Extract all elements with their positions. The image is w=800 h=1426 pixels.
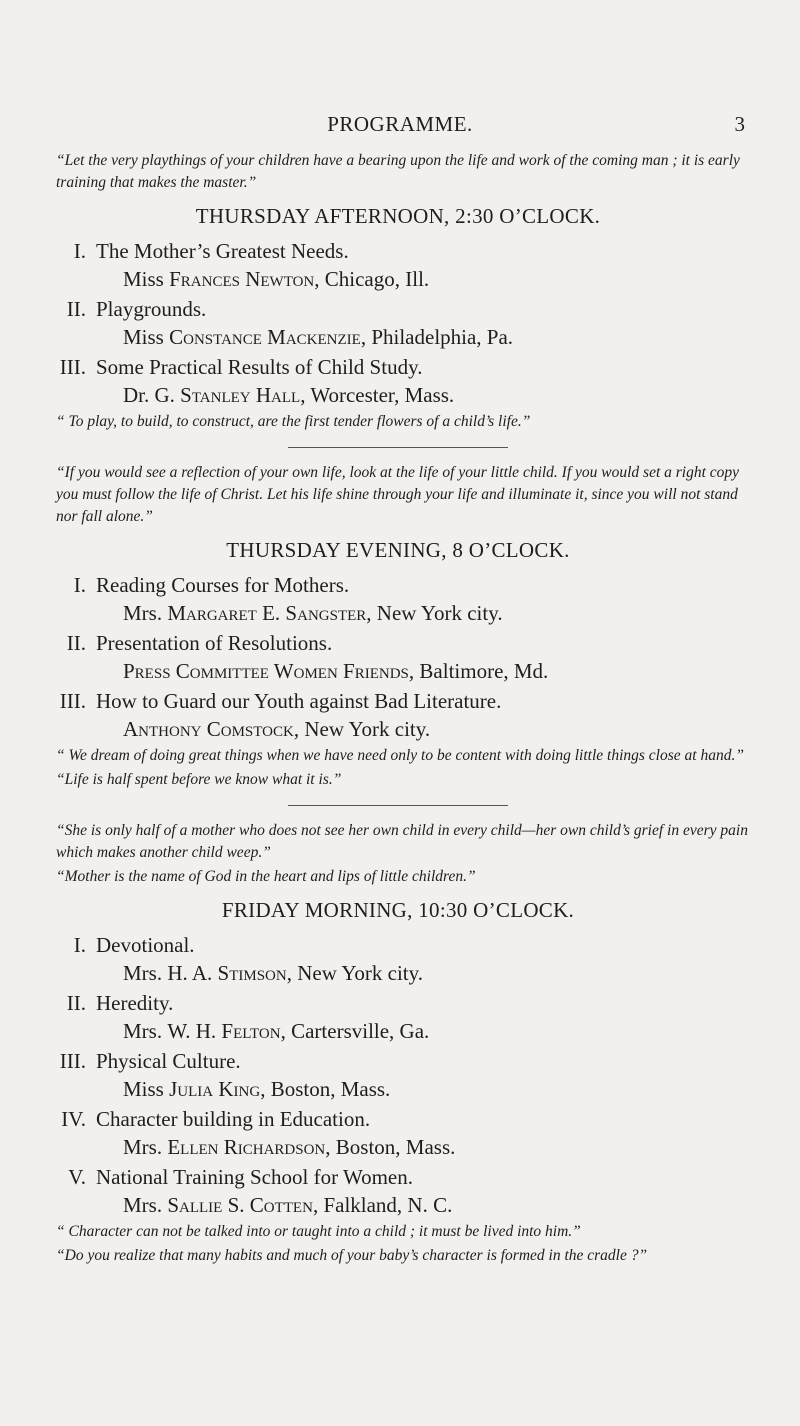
speaker-name: H. A. Stimson: [167, 961, 287, 985]
session-quote: “Life is half spent before we know what it is.”: [56, 771, 342, 788]
item-speaker: [40, 715, 756, 743]
running-head: PROGRAMME.: [327, 112, 473, 136]
item-topic: Character building in Education.: [96, 1107, 371, 1131]
speaker-name: Press Committee Women Friends: [123, 659, 409, 683]
speaker-prefix: Dr.: [123, 383, 150, 407]
item-number: I.: [73, 933, 86, 957]
speaker-prefix: Mrs.: [123, 601, 163, 625]
item-number: V.: [68, 1165, 86, 1189]
item-topic: National Training School for Women.: [96, 1165, 413, 1189]
item-number: I.: [73, 239, 86, 263]
speaker-name: Margaret E. Sangster: [167, 601, 367, 625]
item-number: III.: [59, 689, 86, 713]
speaker-prefix: Mrs.: [123, 1019, 163, 1043]
item-speaker: [40, 1133, 756, 1161]
programme-item: [40, 237, 756, 293]
speaker-place: , Baltimore, Md.: [408, 659, 549, 683]
session-quote: “Do you realize that many habits and much of your baby’s character is formed in the cradle ?”: [56, 1247, 648, 1264]
item-speaker: [40, 381, 756, 409]
speaker-place: , New York city.: [293, 717, 431, 741]
speaker-prefix: Mrs.: [123, 1193, 163, 1217]
session-friday-morning: [40, 898, 756, 1267]
item-topic: Playgrounds.: [96, 297, 207, 321]
item-number: II.: [66, 297, 86, 321]
speaker-name: Frances Newton: [169, 267, 315, 291]
programme-item: [40, 295, 756, 351]
programme-item: [40, 687, 756, 743]
speaker-name: Julia King: [169, 1077, 261, 1101]
speaker-name: W. H. Felton: [167, 1019, 281, 1043]
programme-item: [40, 1047, 756, 1103]
item-topic: The Mother’s Greatest Needs.: [96, 239, 349, 263]
speaker-place: , Chicago, Ill.: [314, 267, 430, 291]
programme-item: [40, 629, 756, 685]
interstitial-quote: “If you would see a reflection of your own life, look at the life of your little child. If you would set a right copy you must follow the life of Christ. Let his life shine through your life and illuminate it, since you will not stand nor fall alone.”: [56, 464, 740, 525]
programme-item: [40, 571, 756, 627]
session-title: FRIDAY MORNING, 10:30 O’CLOCK.: [221, 898, 575, 922]
item-number: III.: [59, 1049, 86, 1073]
speaker-place: , Boston, Mass.: [260, 1077, 391, 1101]
speaker-name: Ellen Richardson: [167, 1135, 326, 1159]
interstitial-quote: “She is only half of a mother who does not see her own child in every child—her own child’s grief in every pain which makes another child weep.”: [56, 822, 748, 861]
page-number: 3: [734, 112, 745, 136]
item-number: II.: [66, 991, 86, 1015]
speaker-place: , New York city.: [286, 961, 424, 985]
speaker-prefix: Mrs.: [123, 961, 163, 985]
item-number: IV.: [61, 1107, 86, 1131]
intro-quote: “Let the very playthings of your children have a bearing upon the life and work of the coming man ; it is early training that makes the master.”: [56, 152, 740, 191]
speaker-place: , Philadelphia, Pa.: [360, 325, 514, 349]
item-topic: Reading Courses for Mothers.: [96, 573, 350, 597]
session-quote: “ To play, to build, to construct, are the first tender flowers of a child’s life.”: [56, 413, 531, 430]
programme-item: [40, 353, 756, 409]
speaker-prefix: Miss: [123, 1077, 164, 1101]
item-speaker: [40, 323, 756, 351]
session-thursday-evening: [40, 538, 756, 791]
item-speaker: [40, 599, 756, 627]
programme-item: [40, 931, 756, 987]
programme-item: [40, 1163, 756, 1219]
item-topic: Heredity.: [96, 991, 174, 1015]
item-speaker: [40, 1191, 756, 1219]
programme-content: [40, 150, 756, 1269]
divider-rule: [288, 805, 508, 806]
speaker-place: , Cartersville, Ga.: [280, 1019, 430, 1043]
session-quote: “ We dream of doing great things when we have need only to be content with doing little things close at hand.”: [56, 747, 744, 764]
item-speaker: [40, 1075, 756, 1103]
item-topic: Devotional.: [96, 933, 195, 957]
programme-item: [40, 989, 756, 1045]
speaker-place: , Boston, Mass.: [325, 1135, 456, 1159]
speaker-prefix: Mrs.: [123, 1135, 163, 1159]
speaker-prefix: Miss: [123, 325, 164, 349]
divider-rule: [288, 447, 508, 448]
interstitial-quote: “Mother is the name of God in the heart and lips of little children.”: [56, 868, 476, 885]
speaker-place: , New York city.: [366, 601, 503, 625]
item-speaker: [40, 1017, 756, 1045]
item-number: III.: [59, 355, 86, 379]
item-topic: How to Guard our Youth against Bad Literature.: [96, 689, 502, 713]
page-header: [0, 112, 800, 142]
item-topic: Presentation of Resolutions.: [96, 631, 333, 655]
speaker-place: , Falkland, N. C.: [312, 1193, 453, 1217]
session-thursday-afternoon: [40, 204, 756, 433]
speaker-prefix: Miss: [123, 267, 164, 291]
session-quote: “ Character can not be talked into or taught into a child ; it must be lived into him.”: [56, 1223, 581, 1240]
item-topic: Some Practical Results of Child Study.: [96, 355, 423, 379]
session-title: THURSDAY AFTERNOON, 2:30 O’CLOCK.: [195, 204, 601, 228]
speaker-place: , Worcester, Mass.: [300, 383, 455, 407]
item-topic: Physical Culture.: [96, 1049, 241, 1073]
speaker-name: G. Stanley Hall: [154, 383, 301, 407]
session-title: THURSDAY EVENING, 8 O’CLOCK.: [226, 538, 570, 562]
item-number: I.: [73, 573, 86, 597]
item-speaker: [40, 959, 756, 987]
speaker-name: Sallie S. Cotten: [167, 1193, 313, 1217]
item-speaker: [40, 657, 756, 685]
item-number: II.: [66, 631, 86, 655]
speaker-name: Anthony Comstock: [123, 717, 294, 741]
item-speaker: [40, 265, 756, 293]
speaker-name: Constance Mackenzie: [169, 325, 361, 349]
programme-item: [40, 1105, 756, 1161]
